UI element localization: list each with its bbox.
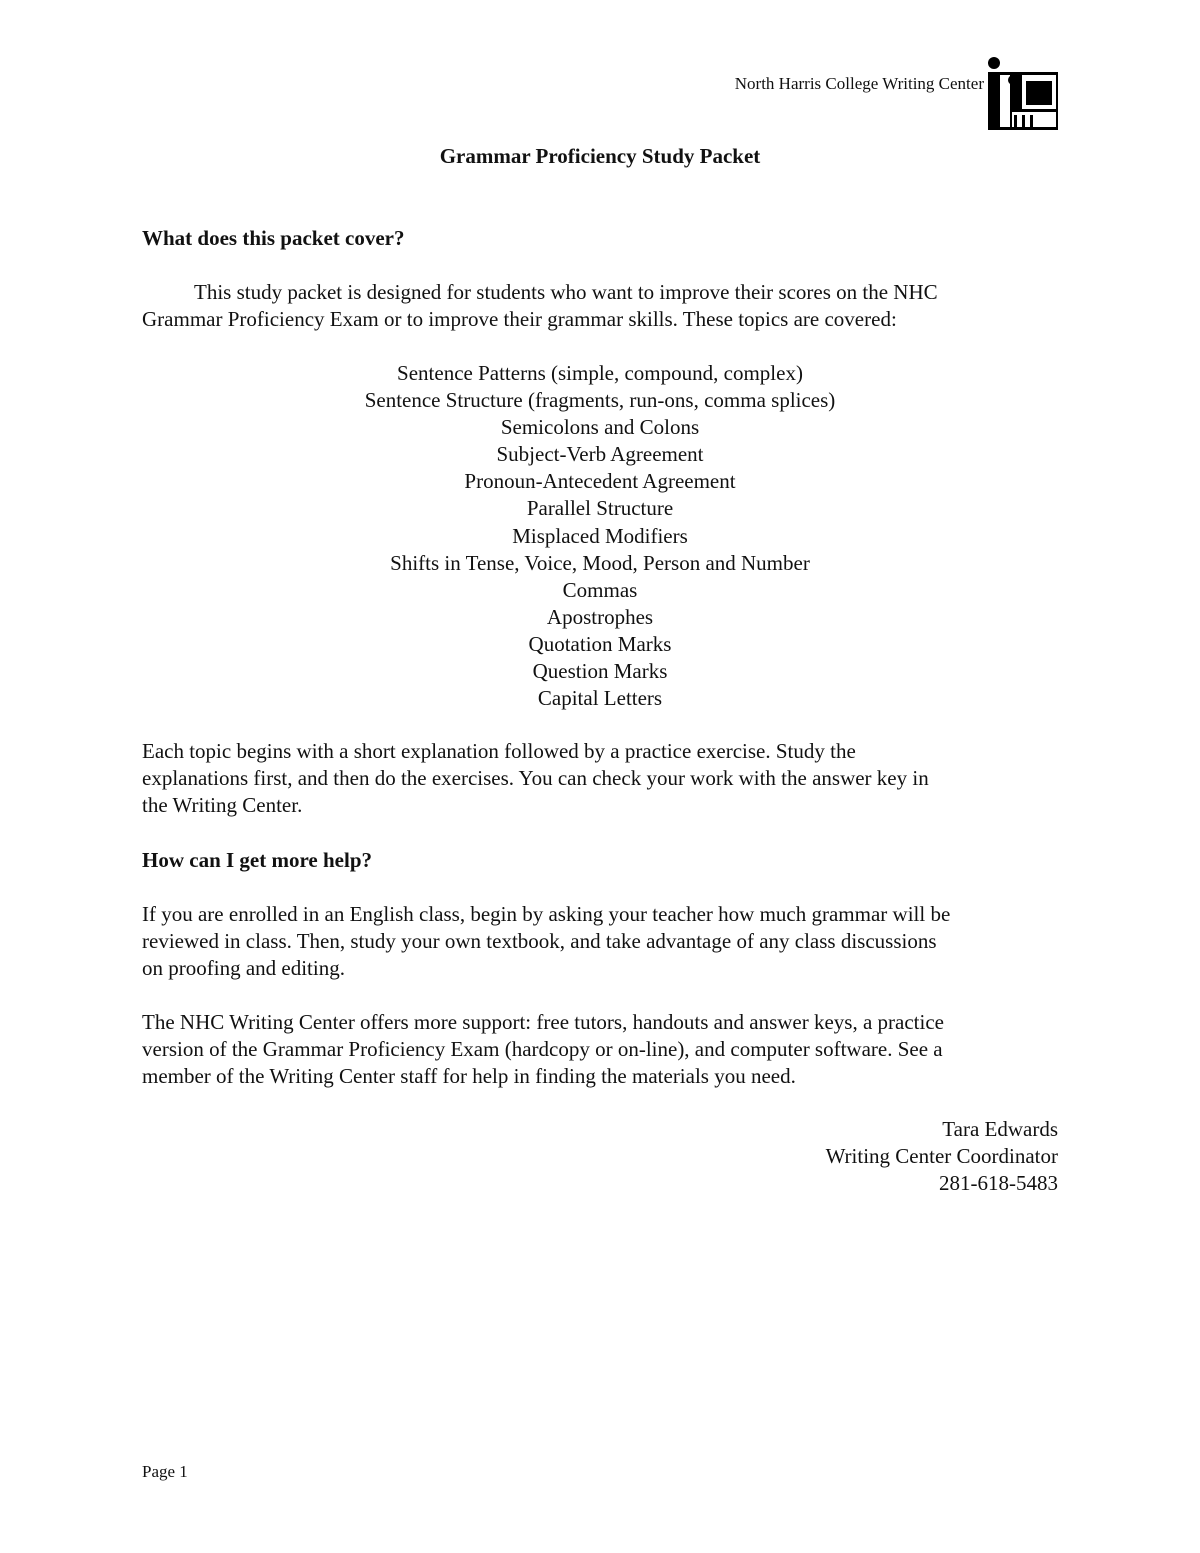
outro-line: Each topic begins with a short explanation followed by a practice exercise. Study the (142, 739, 856, 763)
writing-center-logo-icon (986, 56, 1060, 130)
topics-list (0, 360, 1200, 712)
topic-item: Quotation Marks (528, 631, 672, 656)
help-paragraph-2 (142, 1009, 1062, 1090)
intro-paragraph (142, 279, 1062, 333)
topic-item: Sentence Structure (fragments, run-ons, comma splices) (364, 388, 836, 413)
topic-item: Commas (562, 577, 638, 602)
help-line: on proofing and editing. (142, 956, 345, 980)
section-heading-help: How can I get more help? (142, 848, 373, 872)
section-heading-coverage: What does this packet cover? (142, 226, 405, 250)
outro-paragraph (142, 738, 1062, 819)
topic-item: Apostrophes (546, 604, 654, 629)
topic-item: Subject-Verb Agreement (496, 442, 704, 467)
topic-item: Shifts in Tense, Voice, Mood, Person and Number (390, 550, 810, 575)
topic-item: Capital Letters (537, 686, 663, 711)
intro-line: This study packet is designed for students who want to improve their scores on the NHC (194, 280, 938, 304)
help-paragraph-1 (142, 901, 1062, 982)
outro-line: the Writing Center. (142, 793, 303, 817)
page-title: Grammar Proficiency Study Packet (439, 144, 761, 168)
topic-item: Pronoun-Antecedent Agreement (464, 469, 736, 494)
topic-item: Parallel Structure (526, 496, 674, 521)
help-line: reviewed in class. Then, study your own textbook, and take advantage of any class discussions (142, 929, 937, 953)
topic-item: Misplaced Modifiers (512, 523, 688, 548)
signature-block (826, 1116, 1058, 1197)
help-line: member of the Writing Center staff for help in finding the materials you need. (142, 1064, 796, 1088)
help-line: The NHC Writing Center offers more support: free tutors, handouts and answer keys, a practice (142, 1010, 944, 1034)
signature-name: Tara Edwards (942, 1117, 1058, 1141)
page-number: Page 1 (142, 1462, 188, 1481)
topic-item: Semicolons and Colons (500, 415, 700, 440)
help-line: If you are enrolled in an English class, begin by asking your teacher how much grammar will be (142, 902, 951, 926)
signature-phone: 281-618-5483 (939, 1171, 1058, 1195)
header-organization: North Harris College Writing Center (734, 74, 984, 93)
intro-line: Grammar Proficiency Exam or to improve their grammar skills. These topics are covered: (142, 307, 897, 331)
signature-role: Writing Center Coordinator (825, 1144, 1058, 1168)
topic-item: Question Marks (532, 659, 668, 684)
topic-item: Sentence Patterns (simple, compound, complex) (397, 361, 803, 385)
outro-line: explanations first, and then do the exercises. You can check your work with the answer key in (142, 766, 929, 790)
help-line: version of the Grammar Proficiency Exam (hardcopy or on-line), and computer software. See a (142, 1037, 943, 1061)
